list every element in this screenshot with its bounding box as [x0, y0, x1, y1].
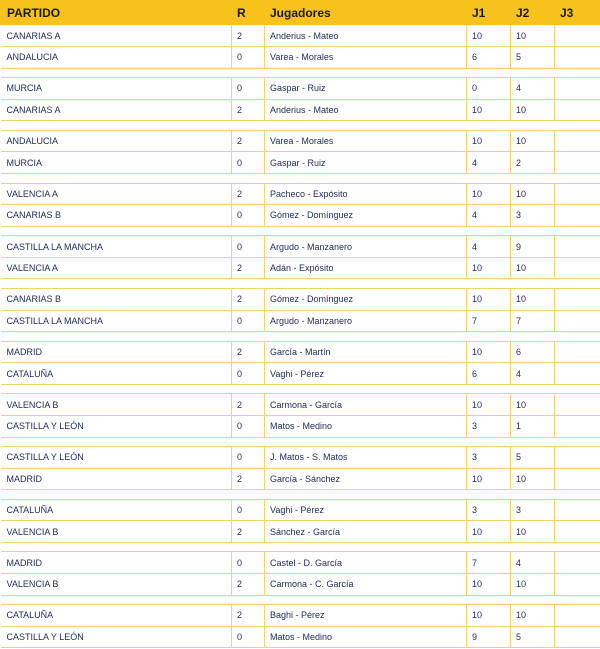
cell-j2: 10	[511, 183, 555, 205]
cell-r: 0	[232, 152, 265, 174]
cell-j1: 3	[467, 415, 511, 437]
cell-jugadores: Argudo - Manzanero	[265, 310, 467, 332]
cell-jugadores: Gómez - Domínguez	[265, 288, 467, 310]
cell-r: 0	[232, 415, 265, 437]
cell-partido: MURCIA	[1, 78, 232, 100]
cell-j3	[555, 310, 600, 332]
cell-r: 2	[232, 573, 265, 595]
cell-r: 0	[232, 447, 265, 469]
cell-partido: ANDALUCIA	[1, 47, 232, 69]
table-row	[1, 394, 600, 416]
cell-r: 0	[232, 78, 265, 100]
cell-j2: 10	[511, 288, 555, 310]
cell-j3	[555, 183, 600, 205]
cell-jugadores: Varea - Morales	[265, 130, 467, 152]
cell-j3	[555, 552, 600, 574]
cell-r: 0	[232, 363, 265, 385]
cell-j1: 10	[467, 288, 511, 310]
cell-jugadores: Varea - Morales	[265, 47, 467, 69]
table-row	[1, 205, 600, 227]
match-separator	[1, 68, 600, 78]
cell-partido: VALENCIA B	[1, 573, 232, 595]
cell-r: 2	[232, 25, 265, 47]
cell-j3	[555, 205, 600, 227]
cell-j2: 1	[511, 415, 555, 437]
cell-partido: VALENCIA A	[1, 257, 232, 279]
cell-j2: 6	[511, 341, 555, 363]
cell-partido: MADRID	[1, 341, 232, 363]
cell-j2: 3	[511, 499, 555, 521]
separator-cell	[1, 332, 600, 342]
cell-j1: 7	[467, 552, 511, 574]
cell-j2: 10	[511, 257, 555, 279]
cell-r: 0	[232, 626, 265, 648]
cell-r: 2	[232, 341, 265, 363]
table-row	[1, 573, 600, 595]
cell-r: 0	[232, 47, 265, 69]
cell-j3	[555, 47, 600, 69]
match-separator	[1, 279, 600, 289]
cell-partido: CASTILLA Y LEÓN	[1, 415, 232, 437]
cell-j2: 4	[511, 78, 555, 100]
cell-j1: 10	[467, 394, 511, 416]
cell-j2: 10	[511, 99, 555, 121]
cell-j3	[555, 573, 600, 595]
match-separator	[1, 542, 600, 552]
match-separator	[1, 490, 600, 500]
table-row	[1, 152, 600, 174]
cell-r: 0	[232, 310, 265, 332]
table-row	[1, 363, 600, 385]
cell-jugadores: Adán - Expósito	[265, 257, 467, 279]
cell-jugadores: Carmona - C. García	[265, 573, 467, 595]
header-jugadores: Jugadores	[265, 0, 467, 25]
cell-j1: 4	[467, 205, 511, 227]
table-row	[1, 447, 600, 469]
cell-partido: CATALUÑA	[1, 605, 232, 627]
header-r: R	[232, 0, 265, 25]
table-row	[1, 25, 600, 47]
separator-cell	[1, 226, 600, 236]
cell-jugadores: Castel - D. García	[265, 552, 467, 574]
cell-j1: 3	[467, 447, 511, 469]
table-body	[1, 25, 600, 648]
cell-r: 2	[232, 99, 265, 121]
cell-j3	[555, 236, 600, 258]
cell-j1: 3	[467, 499, 511, 521]
cell-j2: 3	[511, 205, 555, 227]
cell-j2: 4	[511, 552, 555, 574]
cell-r: 2	[232, 468, 265, 490]
cell-partido: CASTILLA Y LEÓN	[1, 626, 232, 648]
cell-jugadores: Vaghi - Pérez	[265, 499, 467, 521]
separator-cell	[1, 542, 600, 552]
cell-j3	[555, 447, 600, 469]
cell-j2: 10	[511, 521, 555, 543]
cell-partido: CASTILLA LA MANCHA	[1, 236, 232, 258]
cell-j3	[555, 499, 600, 521]
cell-j1: 10	[467, 99, 511, 121]
cell-j1: 10	[467, 25, 511, 47]
cell-j1: 10	[467, 257, 511, 279]
table-row	[1, 183, 600, 205]
table-row	[1, 47, 600, 69]
cell-j2: 2	[511, 152, 555, 174]
cell-j1: 10	[467, 521, 511, 543]
cell-j3	[555, 152, 600, 174]
cell-j2: 9	[511, 236, 555, 258]
cell-j1: 10	[467, 341, 511, 363]
cell-r: 2	[232, 130, 265, 152]
table-row	[1, 130, 600, 152]
cell-r: 2	[232, 521, 265, 543]
cell-j1: 4	[467, 236, 511, 258]
cell-j2: 10	[511, 468, 555, 490]
cell-jugadores: Pacheco - Expósito	[265, 183, 467, 205]
cell-j3	[555, 288, 600, 310]
cell-partido: VALENCIA A	[1, 183, 232, 205]
cell-j1: 10	[467, 605, 511, 627]
cell-j3	[555, 363, 600, 385]
cell-j3	[555, 130, 600, 152]
cell-r: 2	[232, 288, 265, 310]
cell-j3	[555, 626, 600, 648]
cell-r: 2	[232, 257, 265, 279]
cell-partido: CANARIAS B	[1, 288, 232, 310]
cell-j2: 4	[511, 363, 555, 385]
separator-cell	[1, 595, 600, 605]
cell-j3	[555, 25, 600, 47]
cell-j1: 7	[467, 310, 511, 332]
table-row	[1, 288, 600, 310]
cell-j2: 10	[511, 130, 555, 152]
cell-j2: 10	[511, 394, 555, 416]
table-row	[1, 236, 600, 258]
cell-partido: CASTILLA LA MANCHA	[1, 310, 232, 332]
cell-j2: 10	[511, 25, 555, 47]
cell-r: 0	[232, 205, 265, 227]
cell-j1: 10	[467, 183, 511, 205]
cell-r: 2	[232, 183, 265, 205]
cell-j3	[555, 415, 600, 437]
cell-j3	[555, 521, 600, 543]
table-row	[1, 78, 600, 100]
cell-partido: CANARIAS A	[1, 25, 232, 47]
table-row	[1, 552, 600, 574]
cell-r: 2	[232, 394, 265, 416]
cell-j1: 6	[467, 363, 511, 385]
separator-cell	[1, 279, 600, 289]
separator-cell	[1, 68, 600, 78]
header-j2: J2	[511, 0, 555, 25]
table-row	[1, 257, 600, 279]
separator-cell	[1, 437, 600, 447]
cell-r: 0	[232, 552, 265, 574]
cell-j3	[555, 394, 600, 416]
cell-jugadores: Anderius - Mateo	[265, 25, 467, 47]
header-row	[1, 0, 600, 25]
cell-jugadores: J. Matos - S. Matos	[265, 447, 467, 469]
cell-jugadores: Baghi - Pérez	[265, 605, 467, 627]
match-separator	[1, 121, 600, 131]
cell-partido: VALENCIA B	[1, 521, 232, 543]
cell-partido: CASTILLA Y LEÓN	[1, 447, 232, 469]
cell-j2: 7	[511, 310, 555, 332]
header-partido: PARTIDO	[1, 0, 232, 25]
cell-partido: MADRID	[1, 468, 232, 490]
cell-partido: VALENCIA B	[1, 394, 232, 416]
cell-j1: 10	[467, 130, 511, 152]
cell-partido: CANARIAS B	[1, 205, 232, 227]
table-row	[1, 468, 600, 490]
cell-j3	[555, 257, 600, 279]
cell-partido: CANARIAS A	[1, 99, 232, 121]
header-j3: J3	[555, 0, 600, 25]
cell-r: 0	[232, 236, 265, 258]
cell-jugadores: Gómez - Domínguez	[265, 205, 467, 227]
cell-jugadores: Sánchez - García	[265, 521, 467, 543]
cell-jugadores: Vaghi - Pérez	[265, 363, 467, 385]
separator-cell	[1, 121, 600, 131]
cell-jugadores: García - Martín	[265, 341, 467, 363]
cell-j1: 10	[467, 573, 511, 595]
cell-j2: 5	[511, 626, 555, 648]
cell-j2: 10	[511, 573, 555, 595]
match-separator	[1, 332, 600, 342]
cell-jugadores: Anderius - Mateo	[265, 99, 467, 121]
cell-partido: MADRID	[1, 552, 232, 574]
cell-jugadores: Argudo - Manzanero	[265, 236, 467, 258]
table-row	[1, 626, 600, 648]
cell-j2: 5	[511, 447, 555, 469]
table-header	[1, 0, 600, 25]
cell-jugadores: Gaspar - Ruiz	[265, 78, 467, 100]
table-row	[1, 99, 600, 121]
cell-jugadores: Gaspar - Ruiz	[265, 152, 467, 174]
cell-j3	[555, 341, 600, 363]
cell-partido: MURCIA	[1, 152, 232, 174]
match-separator	[1, 437, 600, 447]
cell-j2: 5	[511, 47, 555, 69]
header-j1: J1	[467, 0, 511, 25]
table-row	[1, 499, 600, 521]
cell-j1: 9	[467, 626, 511, 648]
cell-j3	[555, 78, 600, 100]
match-separator	[1, 174, 600, 184]
cell-j1: 0	[467, 78, 511, 100]
cell-jugadores: Matos - Medino	[265, 415, 467, 437]
table-row	[1, 310, 600, 332]
separator-cell	[1, 174, 600, 184]
cell-partido: CATALUÑA	[1, 499, 232, 521]
match-separator	[1, 226, 600, 236]
cell-r: 0	[232, 499, 265, 521]
cell-j1: 6	[467, 47, 511, 69]
table-row	[1, 415, 600, 437]
table-row	[1, 341, 600, 363]
cell-partido: CATALUÑA	[1, 363, 232, 385]
match-separator	[1, 595, 600, 605]
cell-partido: ANDALUCIA	[1, 130, 232, 152]
separator-cell	[1, 490, 600, 500]
table-row	[1, 605, 600, 627]
cell-r: 2	[232, 605, 265, 627]
match-separator	[1, 384, 600, 394]
table-row	[1, 521, 600, 543]
cell-j3	[555, 468, 600, 490]
cell-jugadores: Matos - Medino	[265, 626, 467, 648]
cell-j1: 4	[467, 152, 511, 174]
cell-j3	[555, 605, 600, 627]
cell-j2: 10	[511, 605, 555, 627]
cell-jugadores: García - Sánchez	[265, 468, 467, 490]
cell-jugadores: Carmona - García	[265, 394, 467, 416]
cell-j3	[555, 99, 600, 121]
separator-cell	[1, 384, 600, 394]
cell-j1: 10	[467, 468, 511, 490]
